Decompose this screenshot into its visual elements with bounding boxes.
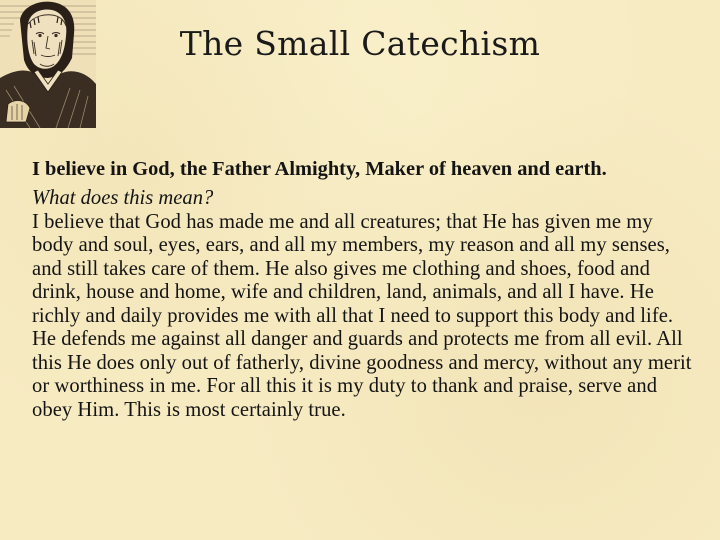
catechism-text xyxy=(32,158,692,422)
creed-article: I believe in God, the Father Almighty, Maker of heaven and earth. xyxy=(32,158,607,180)
page-title: The Small Catechism xyxy=(179,24,541,63)
explanation-text: I believe that God has made me and all creatures; that He has given me my body and soul, eyes, ears, and all my members, my reason and all my senses, and still takes care of them. He also gives me clothing and shoes, food and drink, house and home, wife and children, land, animals, and all I have. He richly and daily provides me with all that I need to support this body and life. He defends me against all danger and guards and protects me from all evil. All this He does only out of fatherly, divine goodness and mercy, without any merit or worthiness in me. For all this it is my duty to thank and praise, serve and obey Him. This is most certainly true. xyxy=(32,210,692,421)
portrait-woodcut-icon xyxy=(0,0,96,128)
question-text: What does this mean? xyxy=(32,187,214,209)
